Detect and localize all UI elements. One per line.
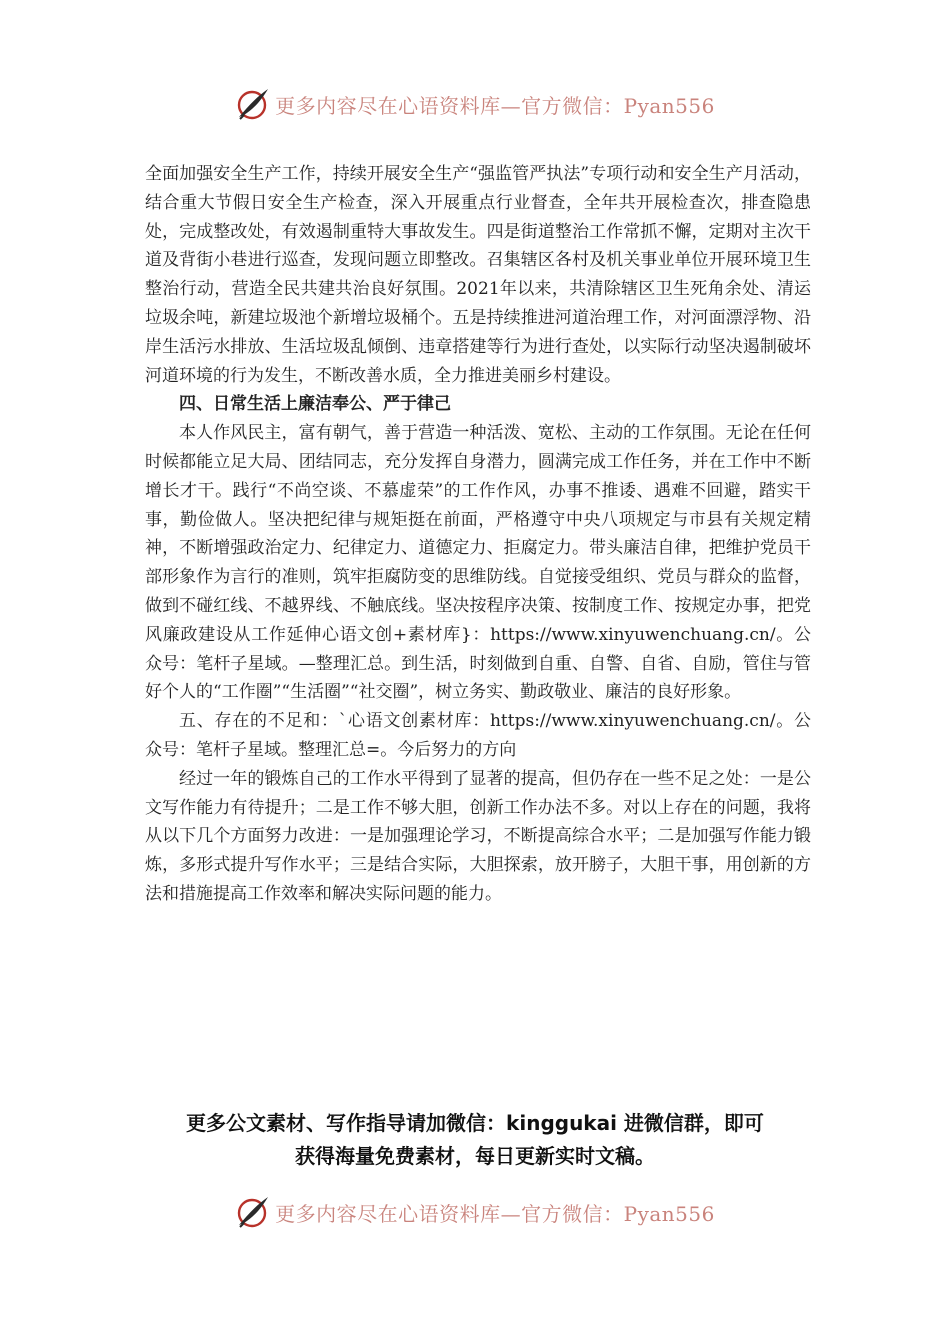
header-banner [0,84,950,124]
footer-promo-line-2: 获得海量免费素材，每日更新实时文稿。 [295,1144,655,1168]
section-5-body: 经过一年的锻炼自己的工作水平得到了显著的提高，但仍存在一些不足之处：一是公文写作能力有待提升；二是工作不够大胆，创新工作办法不多。对以上存在的问题，我将从以下几个方面努力改进：一是加强理论学习，不断提高综合水平；二是加强写作能力锻炼，多形式提升写作水平；三是结合实际，大胆探索，放开膀子，大胆干事，用创新的方法和措施提高工作效率和解决实际问题的能力。 [145,768,811,904]
footer-banner-text: 更多内容尽在心语资料库—官方微信：Pyan556 [275,1201,715,1226]
footer-banner [0,1192,950,1232]
section-4-body: 本人作风民主，富有朝气，善于营造一种活泼、宽松、主动的工作氛围。无论在任何时候都能立足大局、团结同志，充分发挥自身潜力，圆满完成工作任务，并在工作中不断增长才干。践行“不尚空谈、不慕虚荣”的工作作风，办事不推诿、遇难不回避，踏实干事，勤俭做人。坚决把纪律与规矩挺在前面，严格遵守中央八项规定与市县有关规定精神，不断增强政治定力、纪律定力、道德定力、拒腐定力。带头廉洁自律，把维护党员干部形象作为言行的准则，筑牢拒腐防变的思维防线。自觉接受组织、党员与群众的监督，做到不碰红线、不越界线、不触底线。坚决按程序决策、按制度工作、按规定办事，把党风廉政建设从工作延伸心语文创+素材库}：https://www.xinyuwenchuang.cn/。公众号：笔杆子星域。—整理汇总。到生活，时刻做到自重、自警、自省、自励，管住与管好个人的“工作圈”“生活圈”“社交圈”，树立务实、勤政敬业、廉洁的良好形象。 [145,423,811,703]
footer-promo-note [0,1107,950,1173]
document-body [145,160,811,909]
section-5-heading: 五、存在的不足和：`心语文创素材库：https://www.xinyuwenchuang.cn/。公众号：笔杆子星域。整理汇总=。今后努力的方向 [145,711,811,760]
continued-paragraph: 全面加强安全生产工作，持续开展安全生产“强监管严执法”专项行动和安全生产月活动，结合重大节假日安全生产检查，深入开展重点行业督查，全年共开展检查次，排查隐患处，完成整改处，有效遏制重特大事故发生。四是街道整治工作常抓不懈，定期对主次干道及背街小巷进行巡查，发现问题立即整改。召集辖区各村及机关事业单位开展环境卫生整治行动，营造全民共建共治良好氛围。2021年以来，共清除辖区卫生死角余处、清运垃圾余吨，新建垃圾池个新增垃圾桶个。五是持续推进河道治理工作，对河面漂浮物、沿岸生活污水排放、生活垃圾乱倾倒、违章搭建等行为进行查处，以实际行动坚决遏制破坏河道环境的行为发生，不断改善水质，全力推进美丽乡村建设。 [145,164,811,386]
header-banner-text: 更多内容尽在心语资料库—官方微信：Pyan556 [275,93,715,118]
quill-pen-logo-icon [235,86,271,122]
footer-promo-line-1: 更多公文素材、写作指导请加微信：kinggukai 进微信群，即可 [186,1111,764,1135]
quill-pen-logo-icon [235,1194,271,1230]
section-4-heading: 四、日常生活上廉洁奉公、严于律己 [179,394,451,415]
